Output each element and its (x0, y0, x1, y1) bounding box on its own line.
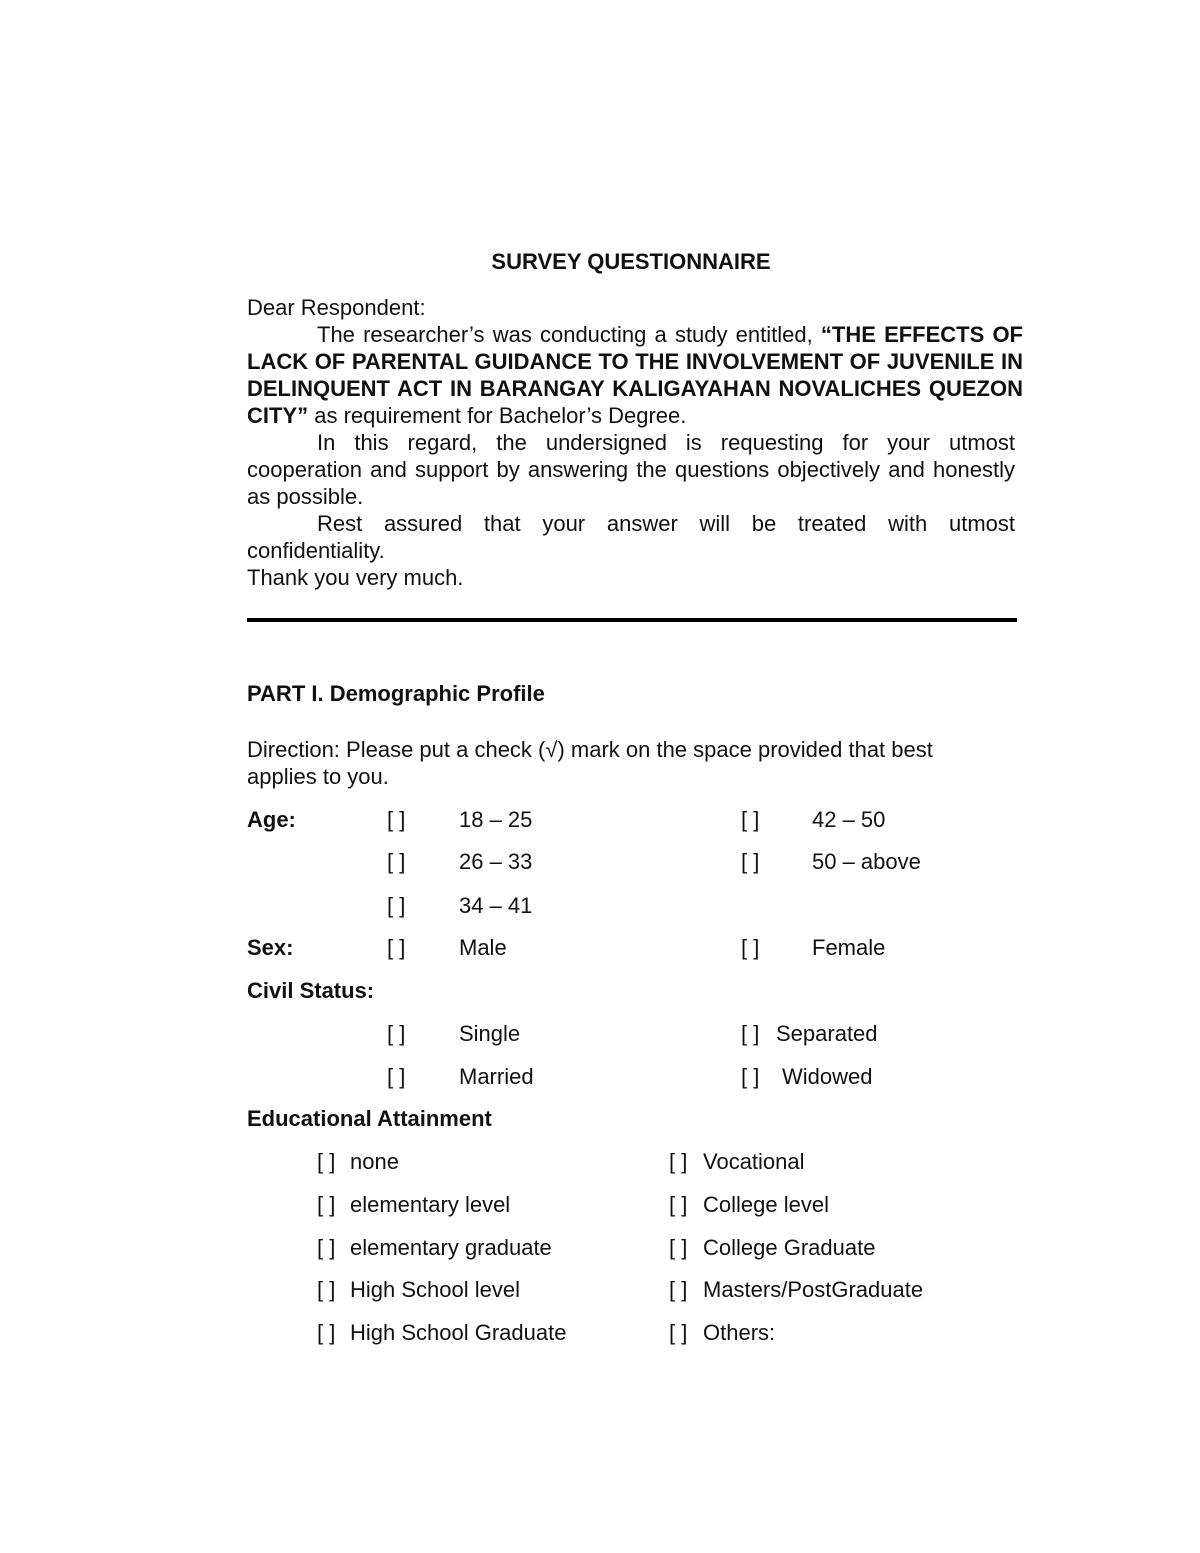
checkbox[interactable]: [ ] (387, 935, 406, 960)
sex-option: Male (459, 935, 507, 960)
intro-text: The researcher’s was conducting a study entitled, (317, 322, 821, 347)
checkbox[interactable]: [ ] (741, 1021, 760, 1046)
checkbox[interactable]: [ ] (317, 1192, 336, 1217)
civil-status-option: Widowed (782, 1064, 873, 1089)
intro-paragraph (247, 321, 1023, 429)
checkbox[interactable]: [ ] (669, 1149, 688, 1174)
education-option: College Graduate (703, 1235, 876, 1260)
civil-status-option: Separated (776, 1021, 878, 1046)
checkbox[interactable]: [ ] (317, 1277, 336, 1302)
request-paragraph: In this regard, the undersigned is requesting for your utmost cooperation and support by answering the questions objectively and honestly as possible. (247, 430, 1015, 509)
checkbox[interactable]: [ ] (387, 849, 406, 874)
education-option: Masters/PostGraduate (703, 1277, 924, 1302)
age-label: Age: (247, 807, 296, 832)
study-title: “THE EFFECTS OF LACK OF PARENTAL GUIDANCE TO THE INVOLVEMENT OF JUVENILE IN DELINQUENT ACT IN BARANGAY KALIGAYAHAN NOVALICHES QUEZON CITY” (247, 322, 1023, 428)
checkbox[interactable]: [ ] (741, 849, 760, 874)
age-option: 50 – above (812, 849, 921, 874)
checkbox[interactable]: [ ] (387, 893, 406, 918)
age-option: 26 – 33 (459, 849, 533, 874)
education-option: none (350, 1149, 399, 1174)
education-option: Others: (703, 1320, 776, 1345)
civil-status-option: Married (459, 1064, 534, 1089)
checkbox[interactable]: [ ] (741, 1064, 760, 1089)
civil-status-option: Single (459, 1021, 521, 1046)
salutation: Dear Respondent: (247, 295, 426, 320)
checkbox[interactable]: [ ] (317, 1235, 336, 1260)
checkbox[interactable]: [ ] (387, 1021, 406, 1046)
part1-heading: PART I. Demographic Profile (247, 681, 545, 706)
sex-option: Female (812, 935, 886, 960)
checkbox[interactable]: [ ] (317, 1149, 336, 1174)
checkbox[interactable]: [ ] (669, 1277, 688, 1302)
checkbox[interactable]: [ ] (741, 807, 760, 832)
confidentiality-paragraph: Rest assured that your answer will be treated with utmost confidentiality. (247, 511, 1015, 563)
intro-text-end: as requirement for Bachelor’s Degree. (308, 403, 687, 428)
education-option: elementary level (350, 1192, 511, 1217)
education-option: elementary graduate (350, 1235, 552, 1260)
checkbox[interactable]: [ ] (317, 1320, 336, 1345)
sex-label: Sex: (247, 935, 294, 960)
education-option: Vocational (703, 1149, 805, 1174)
education-option: High School Graduate (350, 1320, 567, 1345)
page-title: SURVEY QUESTIONNAIRE (491, 249, 771, 274)
divider (247, 618, 1017, 622)
closing-line: Thank you very much. (247, 565, 464, 590)
civil-status-label: Civil Status: (247, 978, 375, 1003)
checkbox[interactable]: [ ] (387, 1064, 406, 1089)
age-option: 34 – 41 (459, 893, 533, 918)
checkbox[interactable]: [ ] (741, 935, 760, 960)
direction-text: Direction: Please put a check (√) mark on the space provided that best applies to you. (247, 737, 933, 789)
age-option: 18 – 25 (459, 807, 533, 832)
checkbox[interactable]: [ ] (669, 1192, 688, 1217)
education-label: Educational Attainment (247, 1106, 492, 1131)
checkbox[interactable]: [ ] (387, 807, 406, 832)
education-option: College level (703, 1192, 829, 1217)
checkbox[interactable]: [ ] (669, 1320, 688, 1345)
checkbox[interactable]: [ ] (669, 1235, 688, 1260)
education-option: High School level (350, 1277, 520, 1302)
age-option: 42 – 50 (812, 807, 886, 832)
